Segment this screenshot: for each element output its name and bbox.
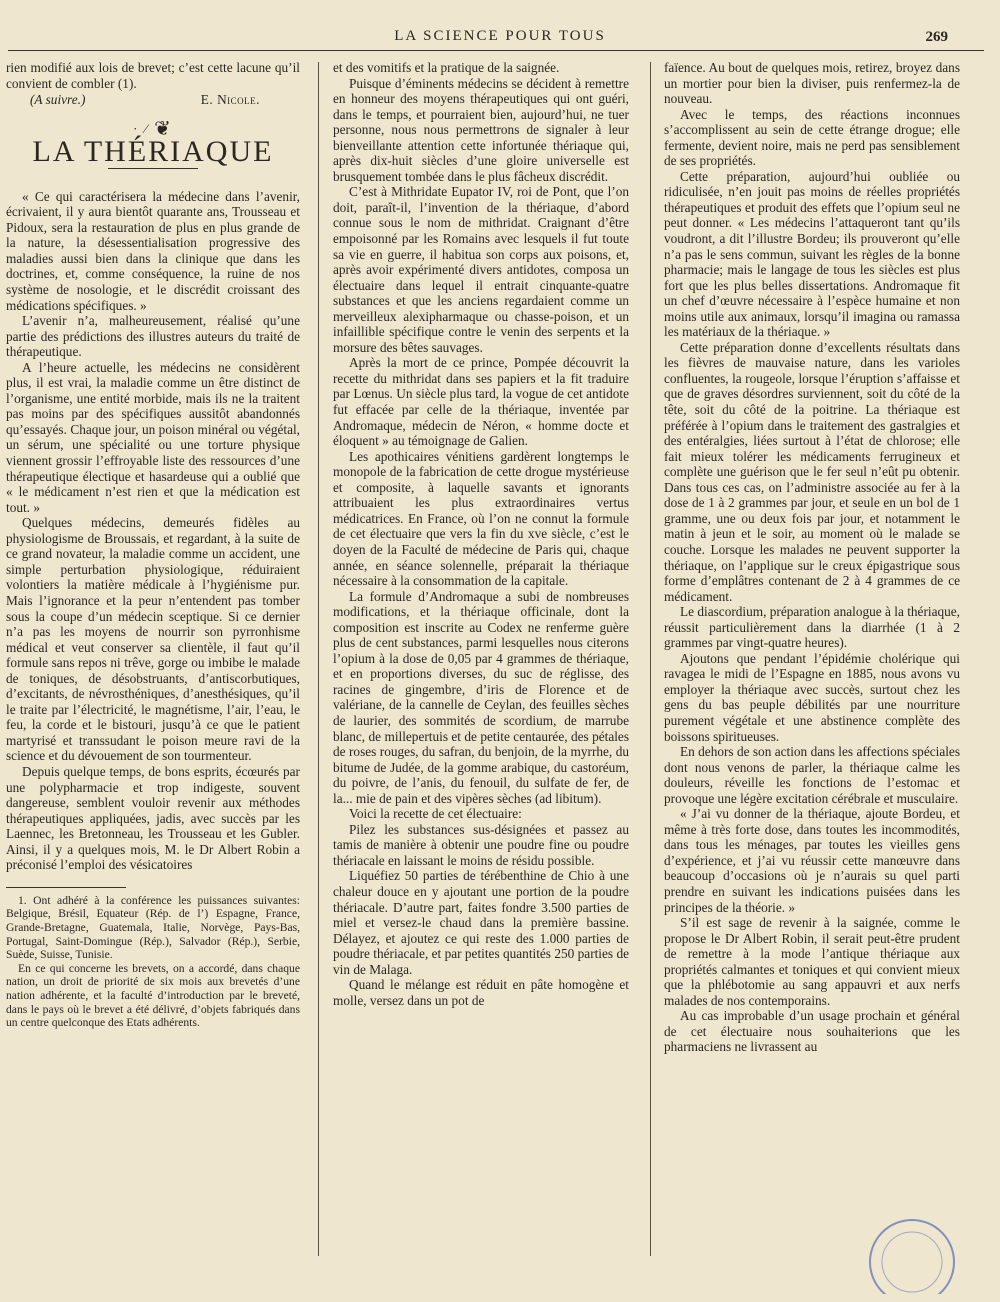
- footnote-text: 1. Ont adhéré à la conférence les puissances suivantes: Belgique, Brésil, Equateur (Rép. de l’) Espagne, France, Grande-Bretagne, Guatemala, Italie, Norvège, Pays-Bas, Portugal, Saint-Domingue (Rép.), Salvador (Rép.), Serbie, Suède, Suisse, Tunisie.: [6, 893, 300, 962]
- page-number: 269: [925, 29, 948, 45]
- column-separator: [318, 62, 319, 1256]
- article-title: LA THÉRIAQUE: [32, 135, 274, 169]
- paragraph: La formule d’Andromaque a subi de nombreuses modifications, et la thériaque officinale, dont la composition est inscrite au Codex ne renferme guère plus de cent substances, parmi lesquelles nous citerons l’opium à la dose de 0,05 par 4 grammes de thériaque, et en proportions diverses, du suc de réglisse, des racines de gingembre, d’iris de Florence et de valériane, de la cannelle de Ceylan, des feuilles sèches de laurier, des sommités de scordium, de marrube blanc, de millepertuis et de petite centaurée, des pétales de roses rouges, du safran, du benjoin, de la myrrhe, du bitume de Judée, de la gomme arabique, du castoréum, du poivre, de l’anis, du fenouil, du sulfate de fer, de la... mie de pain et des vipères sèches (ad libitum).: [333, 588, 629, 806]
- column-2: [333, 60, 629, 1008]
- paragraph: Quand le mélange est réduit en pâte homogène et molle, versez dans un pot de: [333, 977, 629, 1008]
- paragraph: Les apothicaires vénitiens gardèrent longtemps le monopole de la fabrication de cette drogue mystérieuse et composite, à laquelle savants et ignorants attribuaient les plus extraordinaires vertus médicatrices. En France, où l’on ne connut la formule de cet électuaire que vers la fin du xve siècle, c’est le doyen de la Faculté de médecine de Paris qui, chaque année, en séance solennelle, préparait la thériaque nécessaire à la consommation de la capitale.: [333, 448, 629, 589]
- footnote: [6, 894, 300, 1030]
- paragraph: Voici la recette de cet électuaire:: [349, 806, 522, 822]
- paragraph: Au cas improbable d’un usage prochain et général de cet électuaire nous souhaiterions que les pharmaciens ne livrassent au: [664, 1008, 960, 1055]
- paragraph: Le diascordium, préparation analogue à la thériaque, réussit particulièrement dans la diarrhée (1 à 2 grammes par vingt-quatre heures).: [664, 604, 960, 651]
- paragraph: « J’ai vu donner de la thériaque, ajoute Bordeu, et même à très forte dose, dans toutes les incommodités, dans tous les ménages, par toutes les vieilles gens d’expérience, et j’ai vu réussir cette manœuvre dans beaucoup d’occasions où je n’aurais su quel parti prendre en suivant les indications puisées dans les principes de la théorie. »: [664, 806, 960, 915]
- paragraph: Puisque d’éminents médecins se décident à remettre en honneur des moyens thérapeutiques qui ont guéri, dans le temps, et pourraient bien, aujourd’hui, ne tuer personne, nous nous permettrons de signaler à leur bienveillante attention cette infortunée thériaque qui, après dix-huit siècles d’une gloire universelle est brusquement tombée dans le plus fâcheux discrédit.: [333, 75, 629, 184]
- ornament-divider: [6, 117, 300, 140]
- paragraph: Cette préparation donne d’excellents résultats dans les fièvres de mauvaise nature, dans les varioles confluentes, la rougeole, lorsque l’éruption s’affaisse et que de graves désordres surviennent, soit du côté de la tête, soit du côté de la poitrine. La thériaque est préférée à l’opium dans le traitement des gastralgies et des entéralgies, liées surtout à l’état de chlorose; elle fait mieux tolérer les médicaments ferrugineux et complète une guérison que le fer seul n’eût pu obtenir. Dans tous ces cas, on l’administre associée au fer à la dose de 1 à 2 grammes par jour, et seule en un bol de 1 gramme, une ou deux fois par jour, et notamment le matin à jeun et le soir, au moment où le malade se couche. Lorsque les malades ne peuvent supporter la thériaque, on l’applique sur le creux épigastrique sous forme d’emplâtres contenant de 2 à 4 grammes de ce médicament.: [664, 339, 960, 604]
- library-stamp-icon: [852, 1212, 956, 1294]
- column-3: [664, 60, 960, 1055]
- paragraph: Liquéfiez 50 parties de térébenthine de Chio à une chaleur douce en y ajoutant une portion de la poudre thériacale. D’autre part, faites fondre 3.500 parties de miel et versez-le chaud dans la première bassine. Délayez, et ajoutez ce qui reste des 1.000 parties de poudre thériacale, et par petites quantités 250 parties de vin de Malaga.: [333, 868, 629, 977]
- paragraph: Cette préparation, aujourd’hui oubliée ou ridiculisée, n’en jouit pas moins de réelles propriétés thérapeutiques et produit des effets que l’opium seul ne peut donner. « Les médecins l’attaqueront tant qu’ils voudront, a dit l’illustre Bordeu; ils prouveront qu’elle n’a pas le sens commun, suivant les règles de la bonne pharmacie; mais le langage de tous les siècles est plus fort que les plus belles dissertations. Andromaque fit un chef d’œuvre nécessaire à l’espèce humaine et non moins utile aux animaux, lorsqu’il imagina ou ramassa les matériaux de la thériaque. »: [664, 168, 960, 340]
- column-1: [6, 60, 300, 1030]
- paragraph: En dehors de son action dans les affections spéciales dont nous venons de parler, la thériaque calme les douleurs, réveille les fonctions de l’estomac et provoque une légère excitation cérébrale et musculaire.: [664, 744, 960, 806]
- paragraph: faïence. Au bout de quelques mois, retirez, broyez dans un mortier pour bien la diviser, puis renfermez-la de nouveau.: [664, 60, 960, 107]
- paragraph: C’est à Mithridate Eupator IV, roi de Pont, que l’on doit, paraît-il, l’invention de la thériaque, d’abord connue sous le nom de mithridat. Craignant d’être empoisonné par les Romains avec lesquels il fut toute sa vie en guerre, il habitua son corps aux poisons, et, après avoir expérimenté divers antidotes, composa un électuaire dans lequel il entrait cinquante-quatre substances et que les anciens regardaient comme un merveilleux alexipharmaque ou chasse-poison, et un infaillible spécifique contre le venin des serpents et la morsure des bêtes sauvages.: [333, 184, 629, 355]
- running-title: LA SCIENCE POUR TOUS: [394, 28, 606, 44]
- column-separator: [650, 62, 651, 1256]
- paragraph: Avec le temps, des réactions inconnues s’accomplissent au sein de cette étrange drogue; elle fermente, devient noire, mais ne perd pas sensiblement de ses propriétés.: [664, 106, 960, 169]
- paragraph: L’avenir n’a, malheureusement, réalisé qu’une partie des prédictions des illustres auteurs du traité de thérapeutique.: [6, 313, 300, 360]
- author-signature: E. Nicole.: [200, 92, 260, 108]
- paragraph: Quelques médecins, demeurés fidèles au physiologisme de Broussais, et regardant, à la suite de ce grand novateur, la maladie comme un accident, une simple perturbation physiologique, réduiraient volontiers la matière médicale à l’hygiénisme pur. Mais l’ignorance et la peur n’entendent pas tomber sous la coupe d’un médecin sceptique. Si ce dernier n’a pas les moyens de nourrir son pyrronhisme médical et veut conserver sa clientèle, il faut qu’il formule sans repos ni trêve, gorge ou imbibe le malade de toniques, de désobstruants, d’antiscorbutiques, d’excitants, de névrosthéniques, d’anesthésiques, qu’il le traite par l’électricité, le magnétisme, l’air, l’eau, le feu, la corde et le bistouri, jusqu’à ce que le patient martyrisé et transsudant le poison meure ravi de la science et du dévouement de son tourmenteur.: [6, 515, 300, 764]
- paragraph: Ajoutons que pendant l’épidémie cholérique qui ravagea le midi de l’Espagne en 1885, nous avons vu employer la thériaque avec succès, surtout chez les gens du bas peuple débilités par une nourriture purement végétale et une abstinence complète des boissons spiritueuses.: [664, 650, 960, 744]
- ornament-dot-icon: · ⁄: [133, 120, 149, 136]
- fleuron-icon: ❦: [154, 117, 173, 140]
- continuation-text: rien modifié aux lois de brevet; c’est cette lacune qu’il convient de combler (1).: [6, 60, 300, 91]
- signature-line: [6, 92, 300, 108]
- paragraph: Pilez les substances sus-désignées et passez au tamis de manière à obtenir une poudre fine ou poudre thériacale en laissant le moins de résidu possible.: [333, 821, 629, 868]
- paragraph: A l’heure actuelle, les médecins ne considèrent plus, il est vrai, la maladie comme un être distinct de l’organisme, une entité morbide, mais ils ne la traitent pas moins par des spécifiques aussitôt abandonnés qu’essayés. Chaque jour, un poison minéral ou végétal, un sérum, une spécialité ou une torture physique viennent grossir l’effroyable liste des ressources d’une thérapeutique électique et hasardeuse qui a oublié que « le médicament n’est rien et que la médication est tout. »: [6, 359, 300, 515]
- footnote-rule: [6, 887, 126, 888]
- paragraph: Après la mort de ce prince, Pompée découvrit la recette du mithridat dans ses papiers et la fit traduire par Lœnus. Un siècle plus tard, la vogue de cet antidote fut effacée par celle de la thériaque, inventée par Andromaque, médecin de Néron, « homme docte et éloquent » au témoignage de Galien.: [333, 355, 629, 449]
- paragraph: « Ce qui caractérisera la médecine dans l’avenir, écrivaient, il y aura bientôt quarante ans, Trousseau et Pidoux, sera la restauration de plus en plus grande de la nature, la désessentialisation progressive des maladies aussi bien dans la clinique que dans les doctrines, et, comme conséquence, la ruine de nos système de nosologie, et le discrédit croissant des médications spécifiques. »: [6, 188, 300, 313]
- header-rule: [8, 50, 984, 51]
- paragraph: S’il est sage de revenir à la saignée, comme le propose le Dr Albert Robin, il serait peut-être prudent de remettre à la mode l’antique thériaque aux propriétés calmantes et toniques et qui convient mieux que la phlébotomie au sang appauvri et aux nerfs malades de nos contemporains.: [664, 915, 960, 1008]
- to-follow-note: (A suivre.): [30, 92, 86, 108]
- paragraph: Depuis quelque temps, de bons esprits, écœurés par une polypharmacie et trop indigeste, souvent dangereuse, semblent vouloir revenir aux méthodes thérapeutiques appliquées, jadis, avec succès par les Laennec, les Bretonneau, les Trousseau et les Gubler. Ainsi, il y a quelques mois, M. le Dr Albert Robin a préconisé l’emploi des vésicatoires: [6, 763, 300, 873]
- footnote-text: En ce qui concerne les brevets, on a accordé, dans chaque nation, un droit de priorité de six mois aux brevetés d’une nation adhérente, et la faculté d’introduction par le breveté, dans le pays où le brevet a été délivré, d’objets fabriqués dans un centre quelconque des Etats adhérents.: [6, 961, 300, 1030]
- paragraph: et des vomitifs et la pratique de la saignée.: [333, 60, 560, 75]
- running-header: [0, 26, 1000, 50]
